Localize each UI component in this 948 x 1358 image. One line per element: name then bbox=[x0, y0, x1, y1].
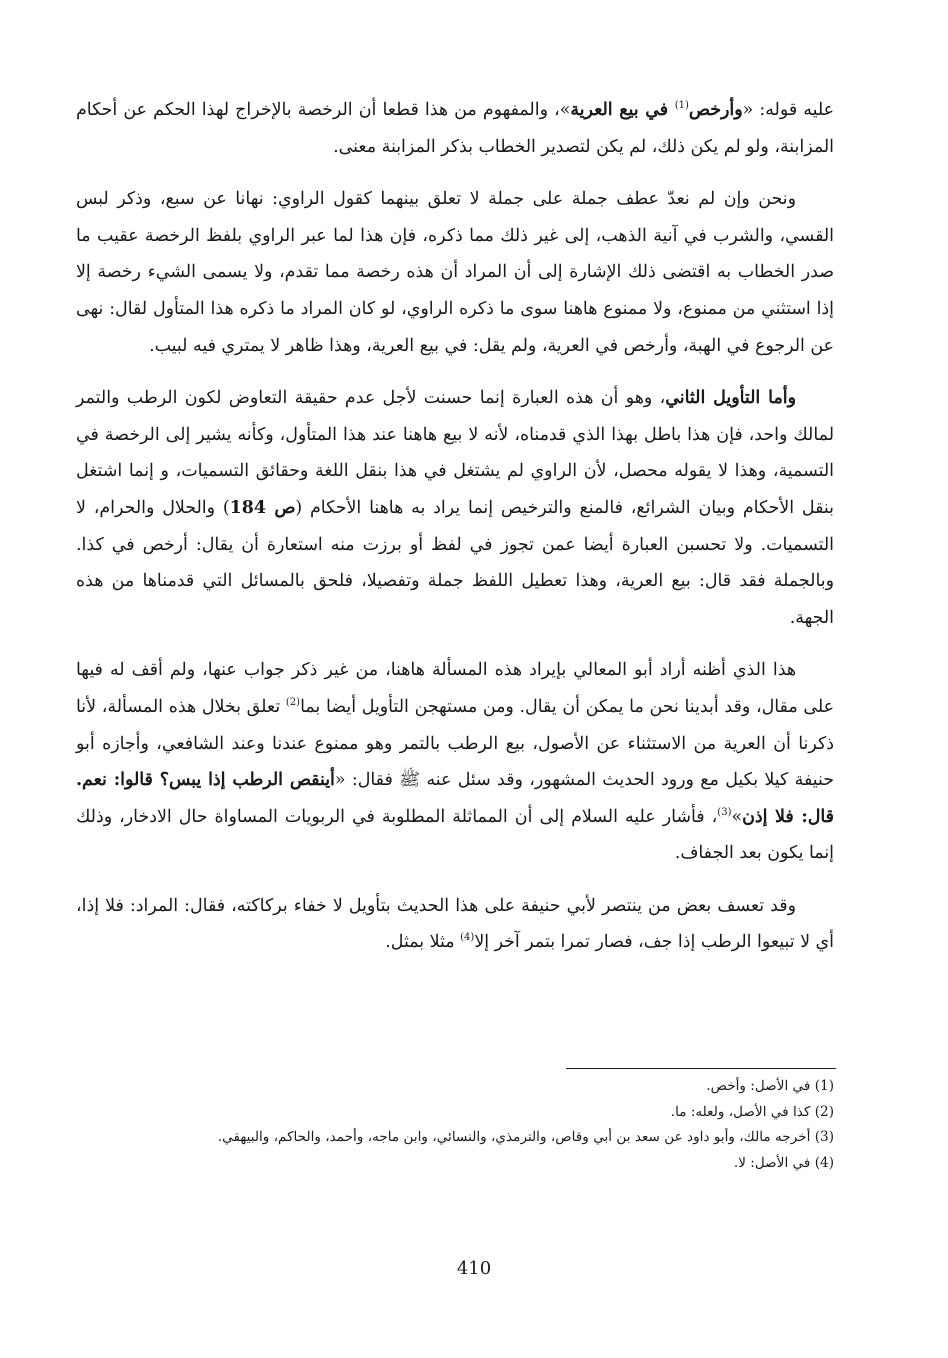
footnotes bbox=[112, 1074, 834, 1176]
footnote-marker-1: (1) bbox=[674, 100, 689, 112]
footnote-text: أخرجه مالك، وأبو داود عن سعد بن أبي وقاص، والترمذي، والنسائي، وابن ماجه، وأحمد، والحاكم، والبيهقي. bbox=[217, 1129, 811, 1146]
paragraph-1 bbox=[76, 92, 834, 165]
footnote-text: في الأصل: لا. bbox=[733, 1154, 811, 1171]
footnote-marker-2: (2) bbox=[285, 697, 301, 709]
text-run: هذا الذي أظنه أراد أبو المعالي بإيراد هذه المسألة هاهنا، من غير ذكر جواب عنها، ولم أقف له فيها على مقال، وقد أبدينا نحن ما يمكن أن يقال. ومن مستهجن التأويل أيضا بما bbox=[76, 660, 834, 717]
text-run: وقد تعسف بعض من ينتصر لأبي حنيفة على هذا الحديث بتأويل لا خفاء بركاكته، فقال: المراد: فلا إذا، أي لا تبيعوا الرطب إذا جف، فصار تمرا بتمر آخر إلا bbox=[76, 895, 834, 953]
footnote-number: (3) bbox=[814, 1129, 834, 1146]
text-run: تعلق بخلال هذه المسألة، لأنا ذكرنا أن العرية من الاستثناء عن الأصول، بيع الرطب بالتمر وهو ممنوع عندنا وعند الشافعي، وأجازه أبو حنيفة كيلا بكيل مع ورود الحديث المشهور، وقد سئل عنه ﷺ فقال: « bbox=[76, 696, 835, 791]
text-run: ، وهو أن هذه العبارة إنما حسنت لأجل عدم حقيقة التعاوض لكون الرطب والتمر لمالك واحد، فإن هذا باطل بهذا الذي قدمناه، لأنه لا بيع هاهنا عند هذا المتأول، وكأنه يشير إلى الرخصة في التسمية، وهذا لا يقوله محصل، لأن الراوي لم يشتغل في هذا بنقل اللغة وحقائق التسميات، و إنما اشتغل بنقل الأحكام وبيان الشرائع، فالمنع والترخيص إنما يراد به هاهنا الأحكام ( bbox=[76, 388, 834, 518]
text-run: ونحن وإن لم نعدّ عطف جملة على جملة لا تعلق بينهما كقول الراوي: نهانا عن سبع، وذكر لبس القسي، والشرب في آنية الذهب، إلى غير ذلك مما ذكره، فإن هذا لما عبر الراوي بلفظ الرخصة عقيب ما صدر الخطاب به اقتضى ذلك الإشارة إلى أن المراد أن هذه رخصة مما تقدم، ولا يسمى الشيء رخصة إلا إذا استثني من ممنوع، ولا ممنوع هاهنا سوى ما ذكره الراوي، لو كان المراد ما ذكره هذا المتأول لقال: نهى عن الرجوع في الهبة، وأرخص في العرية، ولم يقل: في بيع العرية، وهذا ظاهر لا يمتري فيه لبيب. bbox=[76, 189, 834, 356]
text-run: »، والمفهوم من هذا قطعا أن الرخصة بالإخراج لهذا الحكم عن أحكام المزابنة، ولو لم يكن ذلك، لم يكن لتصدير الخطاب بذكر المزابنة معنى. bbox=[76, 100, 834, 157]
footnote-1 bbox=[112, 1074, 834, 1100]
footnote-4 bbox=[112, 1151, 834, 1177]
page-body bbox=[76, 92, 834, 977]
footnote-marker-4: (4) bbox=[460, 932, 475, 944]
footnote-text: في الأصل: وأخص. bbox=[706, 1078, 811, 1094]
text-run: ، فأشار عليه السلام إلى أن المماثلة المطلوبة في الربويات المساواة حال الادخار، وذلك إنما يكون بعد الجفاف. bbox=[76, 806, 834, 864]
paragraph-5 bbox=[76, 888, 834, 961]
hadith-quote: أينقص الرطب إذا يبس؟ قالوا: نعم. قال: فلا إذن bbox=[76, 770, 834, 827]
footnote-text: كذا في الأصل، ولعله: ما. bbox=[670, 1103, 811, 1120]
footnote-marker-3: (3) bbox=[717, 806, 732, 818]
footnote-divider bbox=[566, 1068, 836, 1069]
text-run: مثلا بمثل. bbox=[385, 932, 461, 953]
paragraph-2 bbox=[76, 181, 834, 364]
paragraph-3 bbox=[76, 380, 834, 636]
footnote-3 bbox=[112, 1125, 834, 1151]
text-run: عليه قوله: « bbox=[742, 100, 834, 120]
footnote-2 bbox=[112, 1100, 834, 1126]
footnote-number: (4) bbox=[814, 1154, 834, 1171]
text-run-bold: وأرخص bbox=[688, 100, 743, 120]
page-reference: ص 184 bbox=[229, 497, 296, 518]
text-run-bold: في بيع العرية bbox=[570, 100, 675, 120]
footnote-number: (1) bbox=[814, 1078, 834, 1094]
footnote-number: (2) bbox=[814, 1103, 834, 1120]
text-run: ) والحلال والحرام، لا التسميات. ولا تحسبن العبارة أيضا عمن تجوز في لفظ أو برزت منه استعارة أن يقال: أرخص في كذا. وبالجملة فقد قال: بيع العرية، وهذا تعطيل اللفظ جملة وتفصيلا، فلحق بالمسائل التي قدمناها من هذه الجهة. bbox=[76, 497, 834, 628]
text-run: » bbox=[731, 806, 743, 827]
section-heading-inline: وأما التأويل الثاني bbox=[665, 388, 796, 409]
paragraph-4 bbox=[76, 652, 834, 872]
page-number: 410 bbox=[456, 1258, 492, 1279]
